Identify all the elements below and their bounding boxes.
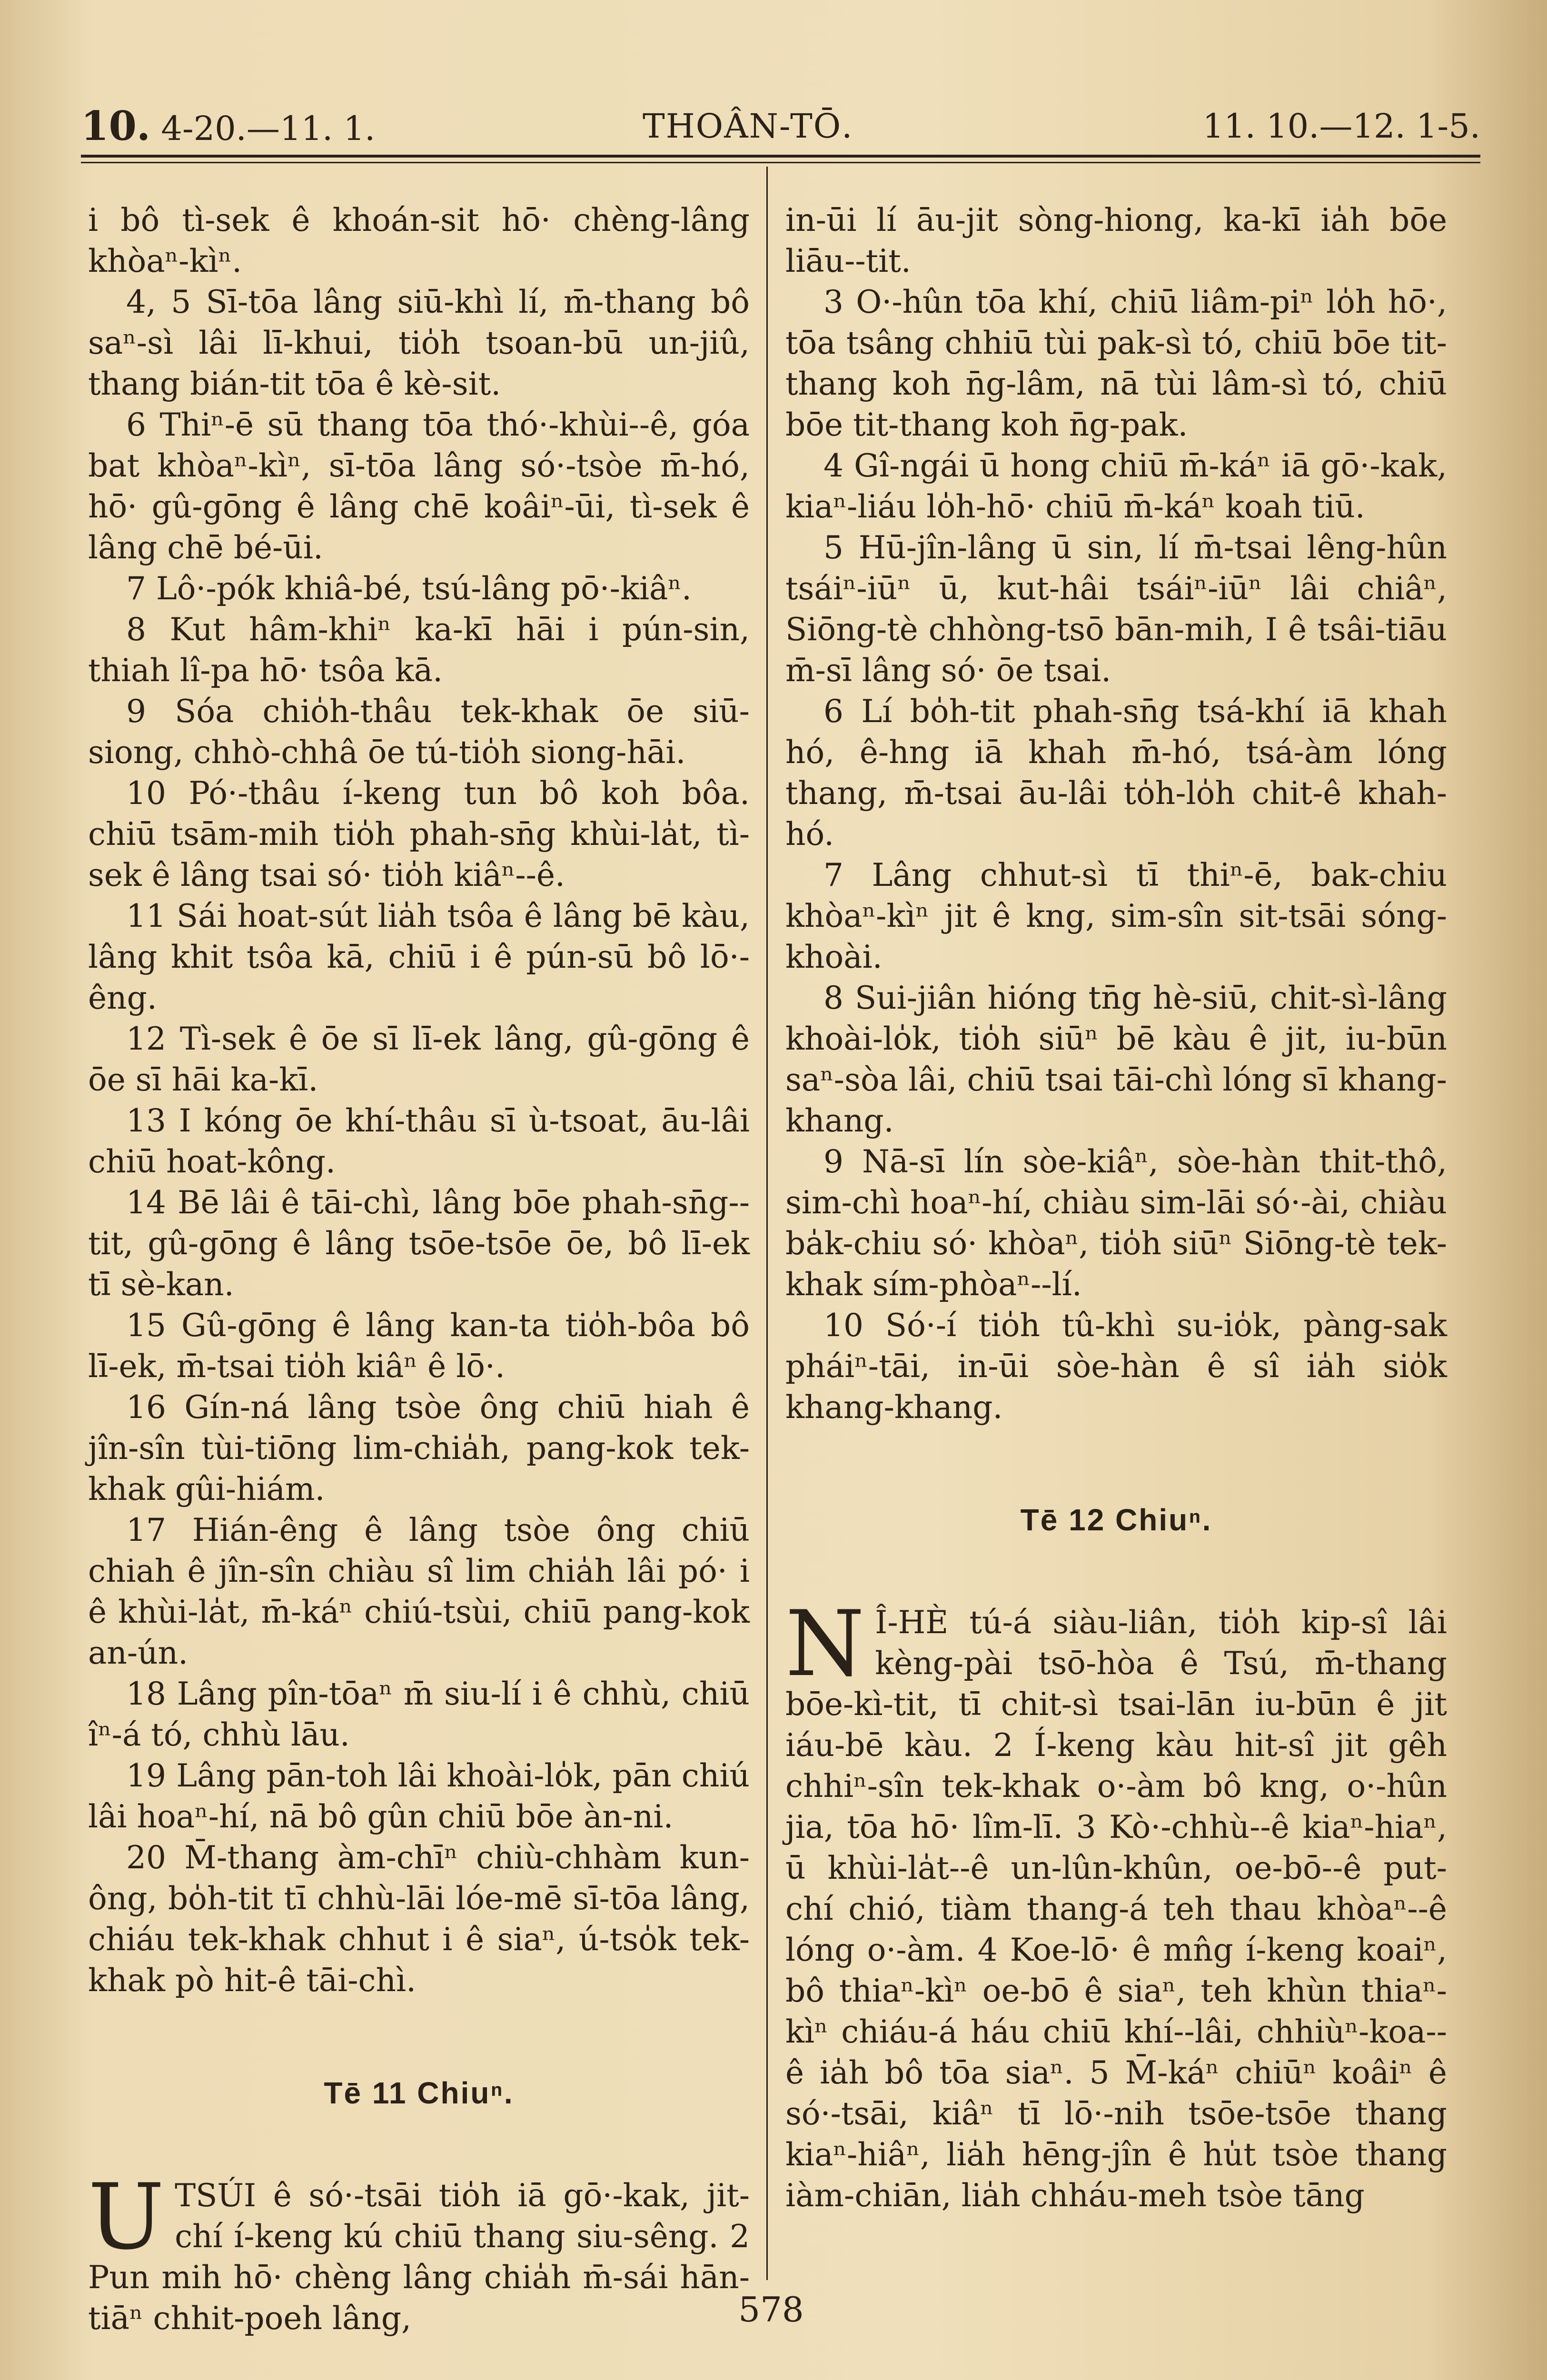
verse-paragraph: in-ūi lí āu-jit sòng-hiong, ka-kī ia̍h bōe liāu--tit. [785, 202, 1447, 279]
chapter-11-opening [88, 2164, 750, 2339]
verse-paragraph: 14 Bē lâi ê tāi-chì, lâng bōe phah-sn̄g--tit, gû-gōng ê lâng tsōe-tsōe ōe, bô lī-ek tī sè-kan. [88, 1184, 750, 1303]
verse-paragraph: 17 Hián-êng ê lâng tsòe ông chiū chiah ê jîn-sîn chiàu sî lim chia̍h lâi pó· i ê khùi-la̍t, m̄-káⁿ chiú-tsùi, chiū pang-kok an-ún. [88, 1512, 750, 1671]
header-left-range: 4-20.—11. 1. [161, 109, 376, 148]
left-column [88, 200, 750, 2339]
right-column [785, 200, 1447, 2216]
verse-paragraph: 12 Tì-sek ê ōe sī lī-ek lâng, gû-gōng ê ōe sī hāi ka-kī. [88, 1021, 750, 1098]
verse-paragraph: 16 Gín-ná lâng tsòe ông chiū hiah ê jîn-sîn tùi-tiōng lim-chia̍h, pang-kok tek-khak gûi-hiám. [88, 1389, 750, 1507]
chapter-12-opening [785, 1591, 1447, 2216]
header-rule-thick [81, 155, 1480, 158]
verse-paragraph: 9 Nā-sī lín sòe-kiâⁿ, sòe-hàn thit-thô, sim-chì hoaⁿ-hí, chiàu sim-lāi só·-ài, chiàu ba̍k-chiu só· khòaⁿ, tio̍h siūⁿ Siōng-tè tek-khak sím-phòaⁿ--lí. [785, 1143, 1447, 1303]
header-right-range: 11. 10.—12. 1-5. [1202, 107, 1480, 146]
header-rule-thin [81, 162, 1480, 163]
header-left [81, 100, 375, 155]
verse-paragraph: 10 Só·-í tio̍h tû-khì su-io̍k, pàng-sak pháiⁿ-tāi, in-ūi sòe-hàn ê sî ia̍h sio̍k khang-khang. [785, 1307, 1447, 1426]
verse-paragraph: 11 Sái hoat-sút lia̍h tsôa ê lâng bē kàu, lâng khit tsôa kā, chiū i ê pún-sū bô lō·-êng. [88, 898, 750, 1016]
verse-paragraph: 18 Lâng pîn-tōaⁿ m̄ siu-lí i ê chhù, chiū îⁿ-á tó, chhù lāu. [88, 1676, 750, 1753]
verse-paragraph: i bô tì-sek ê khoán-sit hō· chèng-lâng khòaⁿ-kìⁿ. [88, 202, 750, 279]
chapter-12-text: Î-HÈ tú-á siàu-liân, tio̍h kip-sî lâi kèng-pài tsō-hòa ê Tsú, m̄-thang bōe-kì-tit, tī chit-sì tsai-lān iu-būn ê jit iáu-bē kàu. 2 Í-keng kàu hit-sî jit gêh chhiⁿ-sîn tek-khak o·-àm bô kng, o·-hûn jia, tōa hō· lîm-lī. 3 Kò·-chhù--ê kiaⁿ-hiaⁿ, ū khùi-la̍t--ê un-lûn-khûn, oe-bō--ê put-chí chió, tiàm thang-á teh thau khòaⁿ--ê lóng o·-àm. 4 Koe-lō· ê mn̂g í-keng koaiⁿ, bô thiaⁿ-kìⁿ oe-bō ê siaⁿ, teh khùn thiaⁿ-kìⁿ chiáu-á háu chiū khí--lâi, chhiùⁿ-koa--ê ia̍h bô tōa siaⁿ. 5 M̄-káⁿ chiūⁿ koâiⁿ ê só·-tsāi, kiâⁿ tī lō·-nih tsōe-tsōe thang kiaⁿ-hiâⁿ, lia̍h hēng-jîn ê hu̍t tsòe thang iàm-chiān, lia̍h chháu-meh tsòe tāng [785, 1604, 1447, 2214]
verse-paragraph: 8 Kut hâm-khiⁿ ka-kī hāi i pún-sin, thiah lî-pa hō· tsôa kā. [88, 611, 750, 689]
verse-paragraph: 13 I kóng ōe khí-thâu sī ù-tsoat, āu-lâi chiū hoat-kông. [88, 1102, 750, 1180]
verse-paragraph: 6 Thiⁿ-ē sū thang tōa thó·-khùi--ê, góa bat khòaⁿ-kìⁿ, sī-tōa lâng só·-tsòe m̄-hó, hō· gû-gōng ê lâng chē koâiⁿ-ūi, tì-sek ê lâng chē bé-ūi. [88, 407, 750, 566]
chapter-12-heading: Tē 12 Chiuⁿ. [1020, 1503, 1212, 1537]
page-number: 578 [738, 2290, 804, 2330]
verse-paragraph: 7 Lô·-pók khiâ-bé, tsú-lâng pō·-kiâⁿ. [126, 570, 692, 607]
header-chapter: 10. [81, 102, 151, 149]
verse-paragraph: 7 Lâng chhut-sì tī thiⁿ-ē, bak-chiu khòaⁿ-kìⁿ jit ê kng, sim-sîn sit-tsāi sóng-khoài. [785, 857, 1447, 975]
verse-paragraph: 6 Lí bo̍h-tit phah-sn̄g tsá-khí iā khah hó, ê-hng iā khah m̄-hó, tsá-àm lóng thang, m̄-tsai āu-lâi to̍h-lo̍h chit-ê khah-hó. [785, 693, 1447, 853]
verse-paragraph: 3 O·-hûn tōa khí, chiū liâm-piⁿ lo̍h hō·, tōa tsâng chhiū tùi pak-sì tó, chiū bōe tit-thang koh n̄g-lâm, nā tùi lâm-sì tó, chiū bōe tit-thang koh n̄g-pak. [785, 284, 1447, 443]
verse-paragraph: 8 Sui-jiân hióng tn̄g hè-siū, chit-sì-lâng khoài-lo̍k, tio̍h siūⁿ bē kàu ê jit, iu-būn saⁿ-sòa lâi, chiū tsai tāi-chì lóng sī khang-khang. [785, 980, 1447, 1139]
verse-paragraph: 4 Gî-ngái ū hong chiū m̄-káⁿ iā gō·-kak, kiaⁿ-liáu lo̍h-hō· chiū m̄-káⁿ koah tiū. [785, 447, 1447, 525]
header-title: THOÂN-TŌ. [643, 107, 853, 146]
running-header [81, 100, 1480, 152]
chapter-11-heading: Tē 11 Chiuⁿ. [324, 2076, 514, 2110]
verse-paragraph: 20 M̄-thang àm-chīⁿ chiù-chhàm kun-ông, bo̍h-tit tī chhù-lāi lóe-mē sī-tōa lâng, chiáu tek-khak chhut i ê siaⁿ, ú-tso̍k tek-khak pò hit-ê tāi-chì. [88, 1839, 750, 1999]
verse-paragraph: 9 Sóa chio̍h-thâu tek-khak ōe siū-siong, chhò-chhâ ōe tú-tio̍h siong-hāi. [88, 693, 750, 771]
verse-paragraph: 5 Hū-jîn-lâng ū sin, lí m̄-tsai lêng-hûn tsáiⁿ-iūⁿ ū, kut-hâi tsáiⁿ-iūⁿ lâi chiâⁿ, Siōng-tè chhòng-tsō bān-mih, I ê tsâi-tiāu m̄-sī lâng só· ōe tsai. [785, 529, 1447, 689]
verse-paragraph: 15 Gû-gōng ê lâng kan-ta tio̍h-bôa bô lī-ek, m̄-tsai tio̍h kiâⁿ ê lō·. [88, 1307, 750, 1385]
verse-paragraph: 4, 5 Sī-tōa lâng siū-khì lí, m̄-thang bô saⁿ-sì lâi lī-khui, tio̍h tsoan-bū un-jiû, thang bián-tit tōa ê kè-sit. [88, 284, 750, 402]
column-separator [766, 167, 768, 2280]
drop-cap-u: U [88, 2164, 165, 2270]
drop-cap-n: N [785, 1591, 865, 1696]
verse-paragraph: 19 Lâng pān-toh lâi khoài-lo̍k, pān chiú lâi hoaⁿ-hí, nā bô gûn chiū bōe àn-ni. [88, 1757, 750, 1835]
chapter-11-text: TSÚI ê só·-tsāi tio̍h iā gō·-kak, jit-chí í-keng kú chiū thang siu-sêng. 2 Pun mih hō· chèng lâng chia̍h m̄-sái hān-tiāⁿ chhit-poeh lâng, [88, 2177, 750, 2337]
verse-paragraph: 10 Pó·-thâu í-keng tun bô koh bôa. chiū tsām-mih tio̍h phah-sn̄g khùi-la̍t, tì-sek ê lâng tsai só· tio̍h kiâⁿ--ê. [88, 775, 750, 893]
